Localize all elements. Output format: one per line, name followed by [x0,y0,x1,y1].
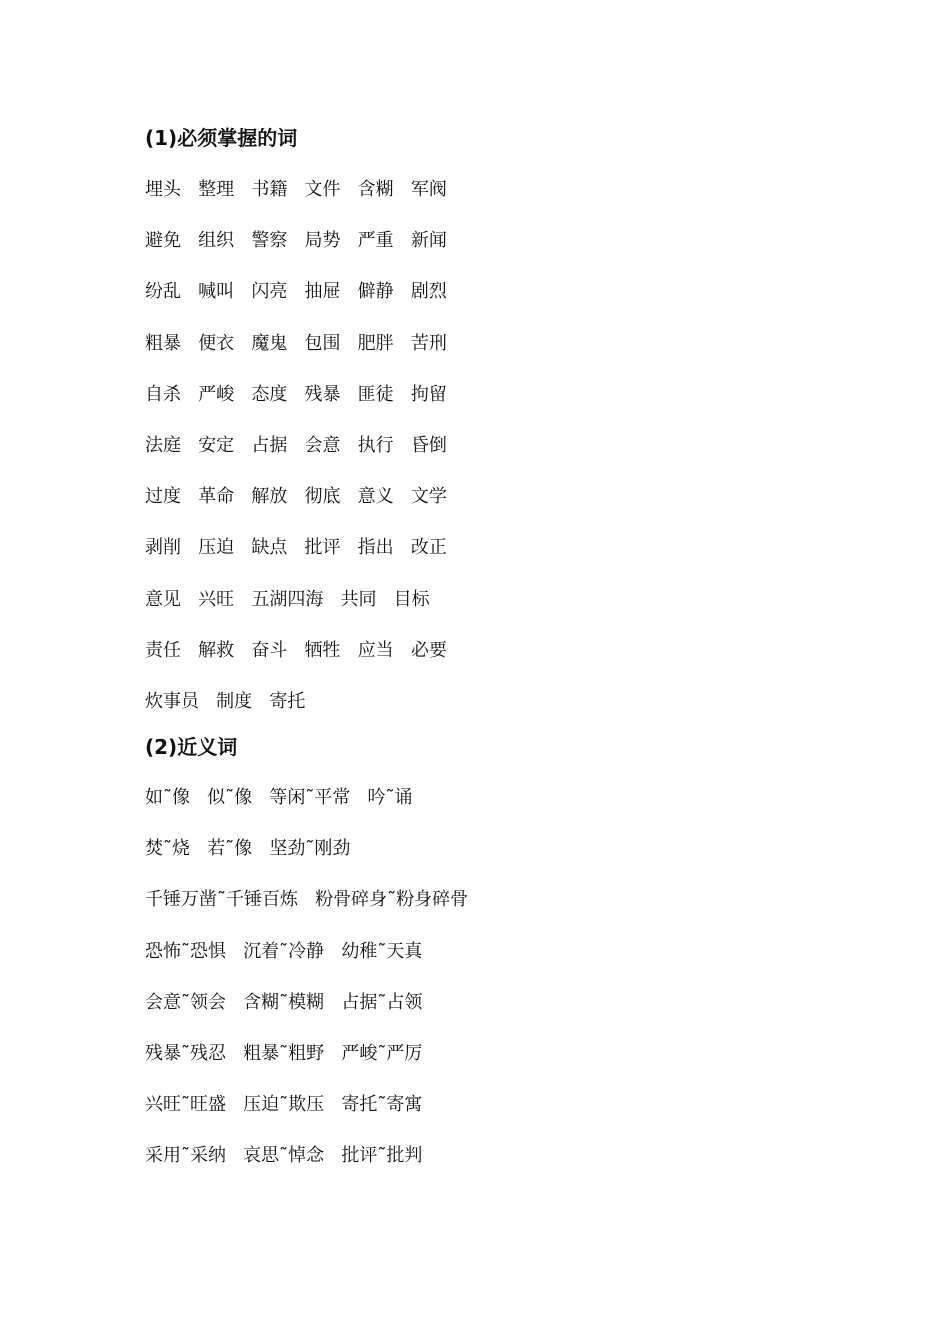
word-line: 意见 兴旺 五湖四海 共同 目标 [145,588,430,610]
synonym-line: 千锤万凿˜千锤百炼 粉骨碎身˜粉身碎骨 [145,889,469,911]
word-line: 过度 革命 解放 彻底 意义 文学 [145,486,447,508]
section-must-master-words [145,118,905,727]
word-line: 避免 组织 警察 局势 严重 新闻 [145,230,447,252]
word-line: 法庭 安定 占据 会意 执行 昏倒 [145,434,447,456]
word-line: 埋头 整理 书籍 文件 含糊 军阀 [145,179,447,200]
word-line: 纷乱 喊叫 闪亮 抽屉 僻静 剧烈 [145,281,447,303]
document-page [145,118,905,1182]
word-line: 自杀 严峻 态度 残暴 匪徒 拘留 [145,383,447,405]
section-title-synonyms: (2)近义词 [145,735,238,760]
word-line: 粗暴 便衣 魔鬼 包围 肥胖 苦刑 [145,332,447,354]
word-line: 剥削 压迫 缺点 批评 指出 改正 [145,537,447,559]
synonym-list [145,772,905,1182]
synonym-line: 兴旺˜旺盛 压迫˜欺压 寄托˜寄寓 [145,1094,423,1116]
section-synonyms [145,727,905,1182]
synonym-line: 如˜像 似˜像 等闲˜平常 吟˜诵 [145,787,413,809]
synonym-line: 会意˜领会 含糊˜模糊 占据˜占领 [145,991,423,1013]
word-list [145,164,905,727]
synonym-line: 恐怖˜恐惧 沉着˜冷静 幼稚˜天真 [145,940,423,962]
synonym-line: 残暴˜残忍 粗暴˜粗野 严峻˜严厉 [145,1043,423,1064]
word-line: 炊事员 制度 寄托 [145,690,306,712]
word-line: 责任 解救 奋斗 牺牲 应当 必要 [145,639,447,661]
synonym-line: 焚˜烧 若˜像 坚劲˜刚劲 [145,838,351,860]
section-title-must-master: (1)必须掌握的词 [145,126,298,150]
synonym-line: 采用˜采纳 哀思˜悼念 批评˜批判 [145,1145,423,1167]
